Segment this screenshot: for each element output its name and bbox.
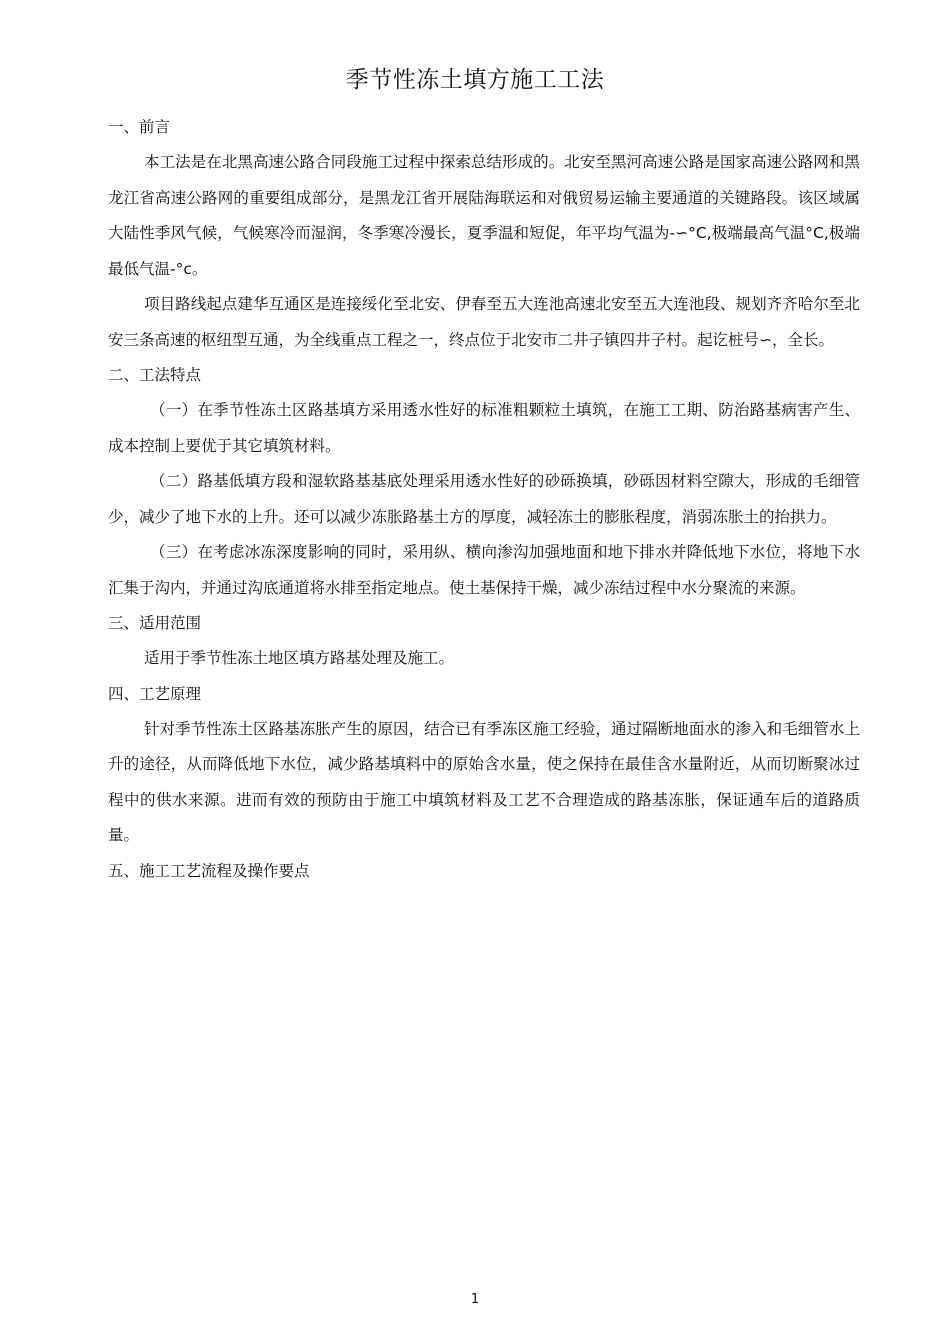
paragraph: （一）在季节性冻土区路基填方采用透水性好的标准粗颗粒土填筑，在施工工期、防治路基病害产生、成本控制上要优于其它填筑材料。	[108, 401, 860, 455]
section-heading: 四、工艺原理	[108, 684, 202, 703]
paragraph: （三）在考虑冰冻深度影响的同时，采用纵、横向渗沟加强地面和地下排水并降低地下水位，将地下水汇集于沟内，并通过沟底通道将水排至指定地点。使土基保持干燥，减少冻结过程中水分聚流的来源。	[108, 543, 860, 597]
document-body	[108, 110, 860, 889]
paragraph: 适用于季节性冻土地区填方路基处理及施工。	[144, 649, 455, 667]
section-principle	[108, 677, 860, 854]
section-heading: 三、适用范围	[108, 614, 202, 632]
paragraph: （二）路基低填方段和湿软路基基底处理采用透水性好的砂砾换填，砂砾因材料空隙大，形成的毛细管少，减少了地下水的上升。还可以减少冻胀路基土方的厚度，减轻冻土的膨胀程度，消弱冻胀土的抬拱力。	[108, 472, 860, 526]
section-heading: 二、工法特点	[108, 366, 202, 384]
section-scope	[108, 606, 860, 677]
section-features	[108, 358, 860, 606]
section-heading: 五、施工工艺流程及操作要点	[108, 861, 310, 880]
section-preface	[108, 110, 860, 358]
paragraph: 针对季节性冻土区路基冻胀产生的原因，结合已有季冻区施工经验，通过隔断地面水的渗入和毛细管水上升的途径，从而降低地下水位，减少路基填料中的原始含水量，使之保持在最佳含水量附近，从而切断聚冰过程中的供水来源。进而有效的预防由于施工中填筑材料及工艺不合理造成的路基冻胀，保证通车后的道路质量。	[108, 719, 860, 844]
section-heading: 一、前言	[108, 118, 171, 136]
section-process	[108, 854, 860, 889]
document-title: 季节性冻土填方施工工法	[345, 67, 605, 93]
page-number: 1	[470, 1292, 480, 1307]
paragraph: 本工法是在北黑高速公路合同段施工过程中探索总结形成的。北安至黑河高速公路是国家高速公路网和黑龙江省高速公路网的重要组成部分，是黑龙江省开展陆海联运和对俄贸易运输主要通道的关键路段。该区域属大陆性季风气候，气候寒冷而湿润，冬季寒冷漫长，夏季温和短促，年平均气温为-∽°C,极端最高气温°C,极端最低气温-°c。	[108, 153, 860, 278]
paragraph: 项目路线起点建华互通区是连接绥化至北安、伊春至五大连池高速北安至五大连池段、规划齐齐哈尔至北安三条高速的枢纽型互通，为全线重点工程之一，终点位于北安市二井子镇四井子村。起讫桩号∽，全长。	[108, 295, 860, 349]
